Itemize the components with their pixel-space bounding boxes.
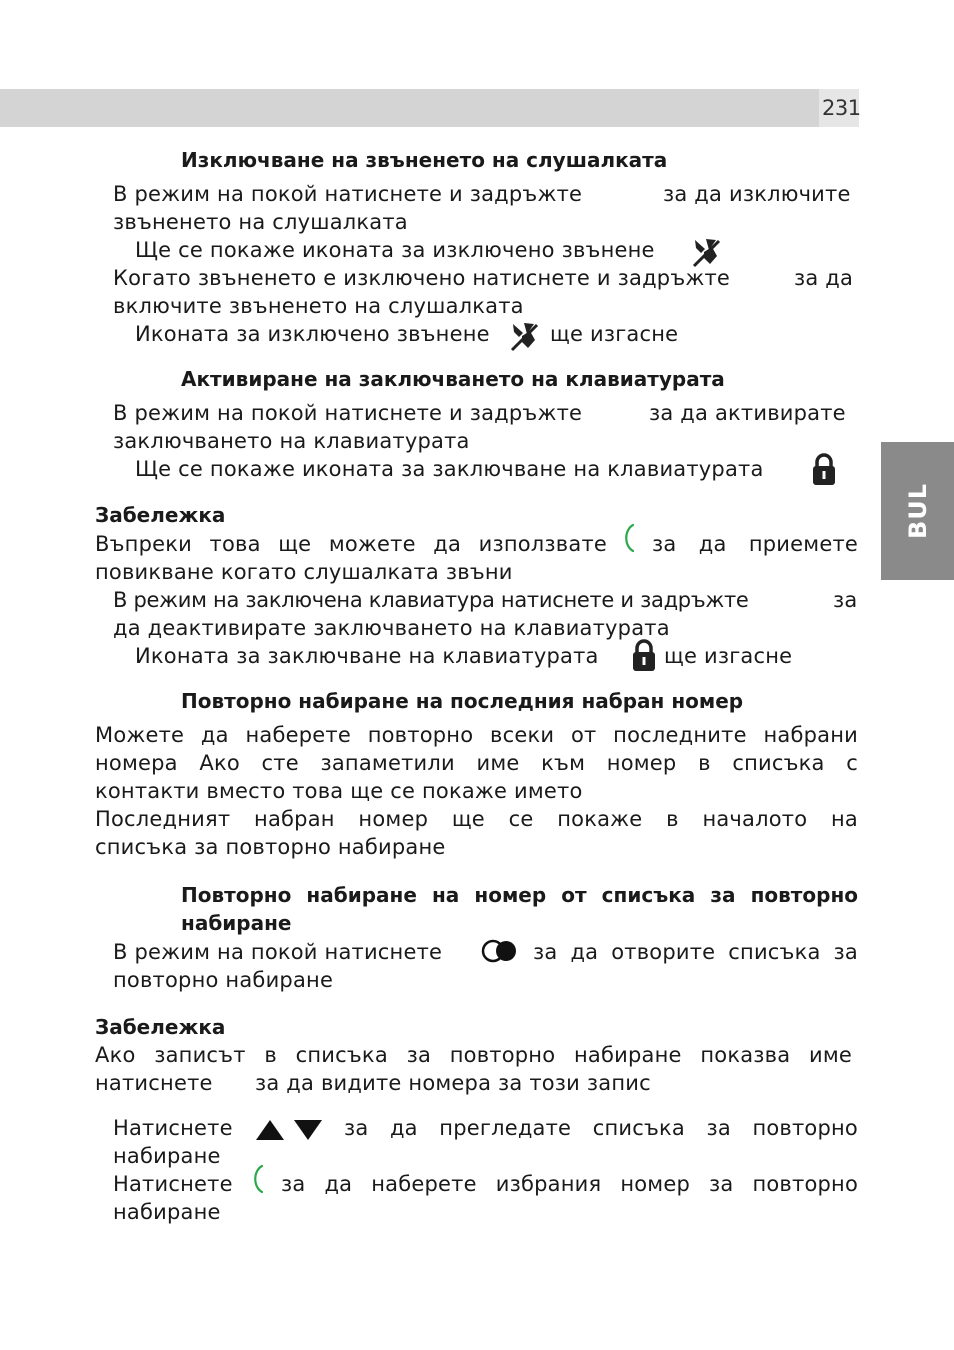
- ringer-off-icon: [510, 320, 540, 352]
- keylock-icon: [810, 452, 838, 486]
- note1-line5a: Иконата за заключване на клавиатурата: [135, 644, 599, 668]
- call-icon: [619, 522, 637, 554]
- s1-line5: включите звъненето на слушалката: [113, 294, 524, 318]
- section-title-ringer-off: Изключване на звъненето на слушалката: [181, 148, 668, 172]
- s5-line3a: Натиснете: [113, 1172, 233, 1196]
- note2-line1: Ако записът в списъка за повторно набиране показва име: [95, 1043, 852, 1067]
- note1-line4: да деактивирате заключването на клавиатурата: [113, 616, 670, 640]
- s3-line2: номера Ако сте запаметили име към номер в списъка с: [95, 751, 858, 775]
- s5-line4: набиране: [113, 1200, 221, 1224]
- s1-line6a: Иконата за изключено звънене: [135, 322, 490, 346]
- note1-line3b: за: [833, 588, 858, 612]
- up-down-arrows-icon: [254, 1118, 326, 1142]
- s4-line1b: за да отворите списъка за: [533, 940, 858, 964]
- note2-line2b: за да видите номера за този запис: [255, 1071, 651, 1095]
- keylock-icon: [630, 638, 658, 672]
- section-title-last-redial: Повторно набиране на последния набран номер: [181, 689, 744, 713]
- s3-line3: контакти вместо това ще се покаже името: [95, 779, 583, 803]
- note1-line1b: за да приемете: [652, 532, 858, 556]
- s1-line1b: за да изключите: [663, 182, 851, 206]
- note-title: Забележка: [95, 503, 226, 527]
- section-title-keylock: Активиране на заключването на клавиатурата: [181, 367, 725, 391]
- s4-line2: повторно набиране: [113, 968, 334, 992]
- note-title: Забележка: [95, 1015, 226, 1039]
- language-tab-label: BUL: [903, 482, 932, 540]
- s1-line6b: ще изгасне: [550, 322, 679, 346]
- s2-line1b: за да активирате: [649, 401, 846, 425]
- s5-line1b: за да прегледате списъка за повторно: [344, 1116, 858, 1140]
- section-title-redial-list-2: набиране: [181, 911, 292, 935]
- s2-line1a: В режим на покой натиснете и задръжте: [113, 401, 583, 425]
- s3-line1: Можете да наберете повторно всеки от последните набрани: [95, 723, 858, 747]
- language-tab: [881, 442, 954, 580]
- note1-line2: повикване когато слушалката звъни: [95, 560, 513, 584]
- s2-line3: Ще се покаже иконата за заключване на клавиатурата: [135, 457, 764, 481]
- s1-line4b: за да: [794, 266, 854, 290]
- note1-line5b: ще изгасне: [664, 644, 793, 668]
- note1-line3a: В режим на заключена клавиатура натиснете и задръжте: [113, 588, 749, 612]
- s4-line1a: В режим на покой натиснете: [113, 940, 443, 964]
- s1-line3: Ще се покаже иконата за изключено звънене: [135, 238, 655, 262]
- page-number: 231: [822, 96, 861, 120]
- redial-key-icon: [481, 937, 519, 965]
- s3-line5: списъка за повторно набиране: [95, 835, 446, 859]
- s3-line4: Последният набран номер ще се покаже в началото на: [95, 807, 858, 831]
- s5-line2: набиране: [113, 1144, 221, 1168]
- s5-line3b: за да наберете избрания номер за повторно: [281, 1172, 858, 1196]
- call-icon: [248, 1163, 266, 1195]
- s5-line1a: Натиснете: [113, 1116, 233, 1140]
- s2-line2: заключването на клавиатурата: [113, 429, 470, 453]
- s1-line2: звъненето на слушалката: [113, 210, 408, 234]
- note1-line1a: Въпреки това ще можете да използвате: [95, 532, 607, 556]
- note2-line2a: натиснете: [95, 1071, 213, 1095]
- header-bar: [0, 89, 819, 127]
- s1-line4a: Когато звъненето е изключено натиснете и задръжте: [113, 266, 731, 290]
- s1-line1a: В режим на покой натиснете и задръжте: [113, 182, 583, 206]
- section-title-redial-list: Повторно набиране на номер от списъка за повторно: [181, 883, 858, 907]
